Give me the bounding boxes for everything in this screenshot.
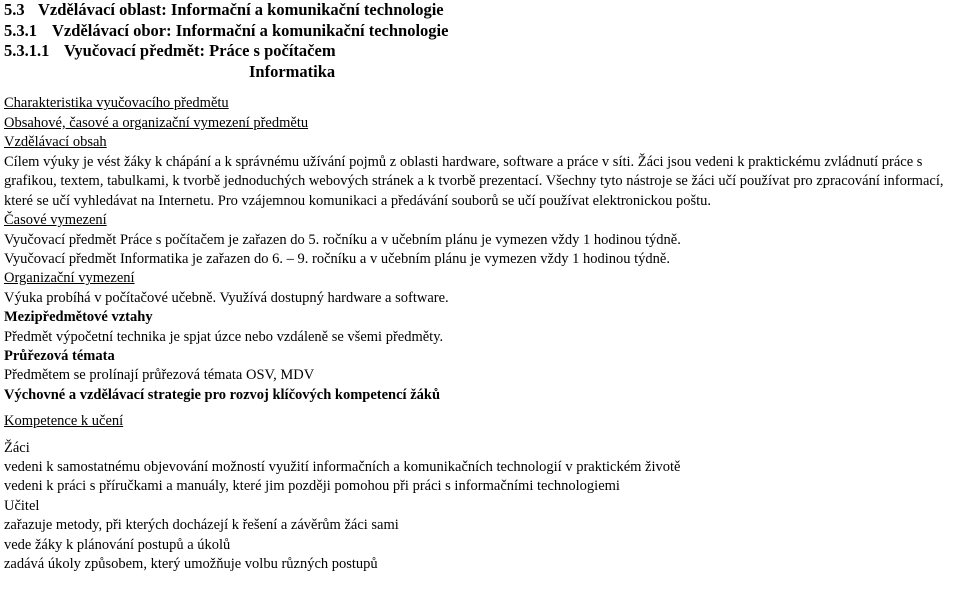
text-organizacni-1: Výuka probíhá v počítačové učebně. Využívá dostupný hardware a software. [4,289,449,306]
heading-number: 5.3.1 [4,20,37,40]
section-kompetence-k-uceni: Kompetence k učení [4,413,124,430]
section-vzdelavaci-obsah: Vzdělávací obsah [4,134,107,151]
text-ucitel-1: zařazuje metody, při kterých docházejí k řešení a závěrům žáci sami [4,517,399,534]
heading-text: Informatika [249,61,336,81]
heading-informatika [4,62,954,83]
section-mezipredmetove-vztahy: Mezipředmětové vztahy [4,309,153,326]
text-ucitel-3: zadává úkoly způsobem, který umožňuje volbu různých postupů [4,556,378,572]
heading-text: Vyučovací předmět: Práce s počítačem [64,41,336,61]
heading-number: 5.3 [4,0,25,19]
text-mezipredmetove-1: Předmět výpočetní technika je spjat úzce nebo vzdáleně se všemi předměty. [4,328,444,345]
heading-5-3 [4,0,954,21]
label-zaci: Žáci [4,439,30,456]
heading-text: Vzdělávací oblast: Informační a komunikační technologie [38,0,444,19]
section-charakteristika: Charakteristika vyučovacího předmětu [4,95,229,112]
text-casove-1: Vyučovací předmět Práce s počítačem je zařazen do 5. ročníku a v učebním plánu je vymezen vždy 1 hodinou týdně. [4,231,681,248]
text-zaci-2: vedeni k práci s příručkami a manuály, které jim později pomohou při práci s informačními technologiemi [4,478,620,495]
text-casove-2: Vyučovací předmět Informatika je zařazen do 6. – 9. ročníku a v učebním plánu je vymezen vždy 1 hodinou týdně. [4,250,670,267]
section-vychovne-strategie: Výchovné a vzdělávací strategie pro rozvoj klíčových kompetencí žáků [4,386,441,403]
heading-5-3-1-1 [4,41,954,62]
section-organizacni-vymezeni: Organizační vymezení [4,270,135,287]
text-zaci-1: vedeni k samostatnému objevování možností využití informačních a komunikačních technologií v praktickém životě [4,458,681,475]
heading-number: 5.3.1.1 [4,41,50,61]
section-prurezova-temata: Průřezová témata [4,347,115,364]
text-prurezova-1: Předmětem se prolínají průřezová témata OSV, MDV [4,367,315,384]
section-casove-vymezeni: Časové vymezení [4,212,107,229]
label-ucitel: Učitel [4,497,40,514]
text-ucitel-2: vede žáky k plánování postupů a úkolů [4,536,231,553]
paragraph-cile-vyuky: Cílem výuky je vést žáky k chápání a k správnému užívání pojmů z oblasti hardware, software a práce v síti. Žáci jsou vedeni k praktickému zvládnutí práce s grafikou, textem, tabulkami, k tvorbě jednoduchých webových stránek a k tvorbě prezentací. Všechny tyto nástroje se žáci učí používat pro zpracování informací, které se učí vyhledávat na Internetu. Pro vzájemnou komunikaci a předávání souborů se učí používat elektronickou poštu. [4,153,944,209]
heading-text: Vzdělávací obor: Informační a komunikační technologie [52,20,449,40]
section-obsahove-vymezeni: Obsahové, časové a organizační vymezení předmětu [4,114,309,131]
document-page [4,0,954,574]
heading-5-3-1 [4,21,954,42]
